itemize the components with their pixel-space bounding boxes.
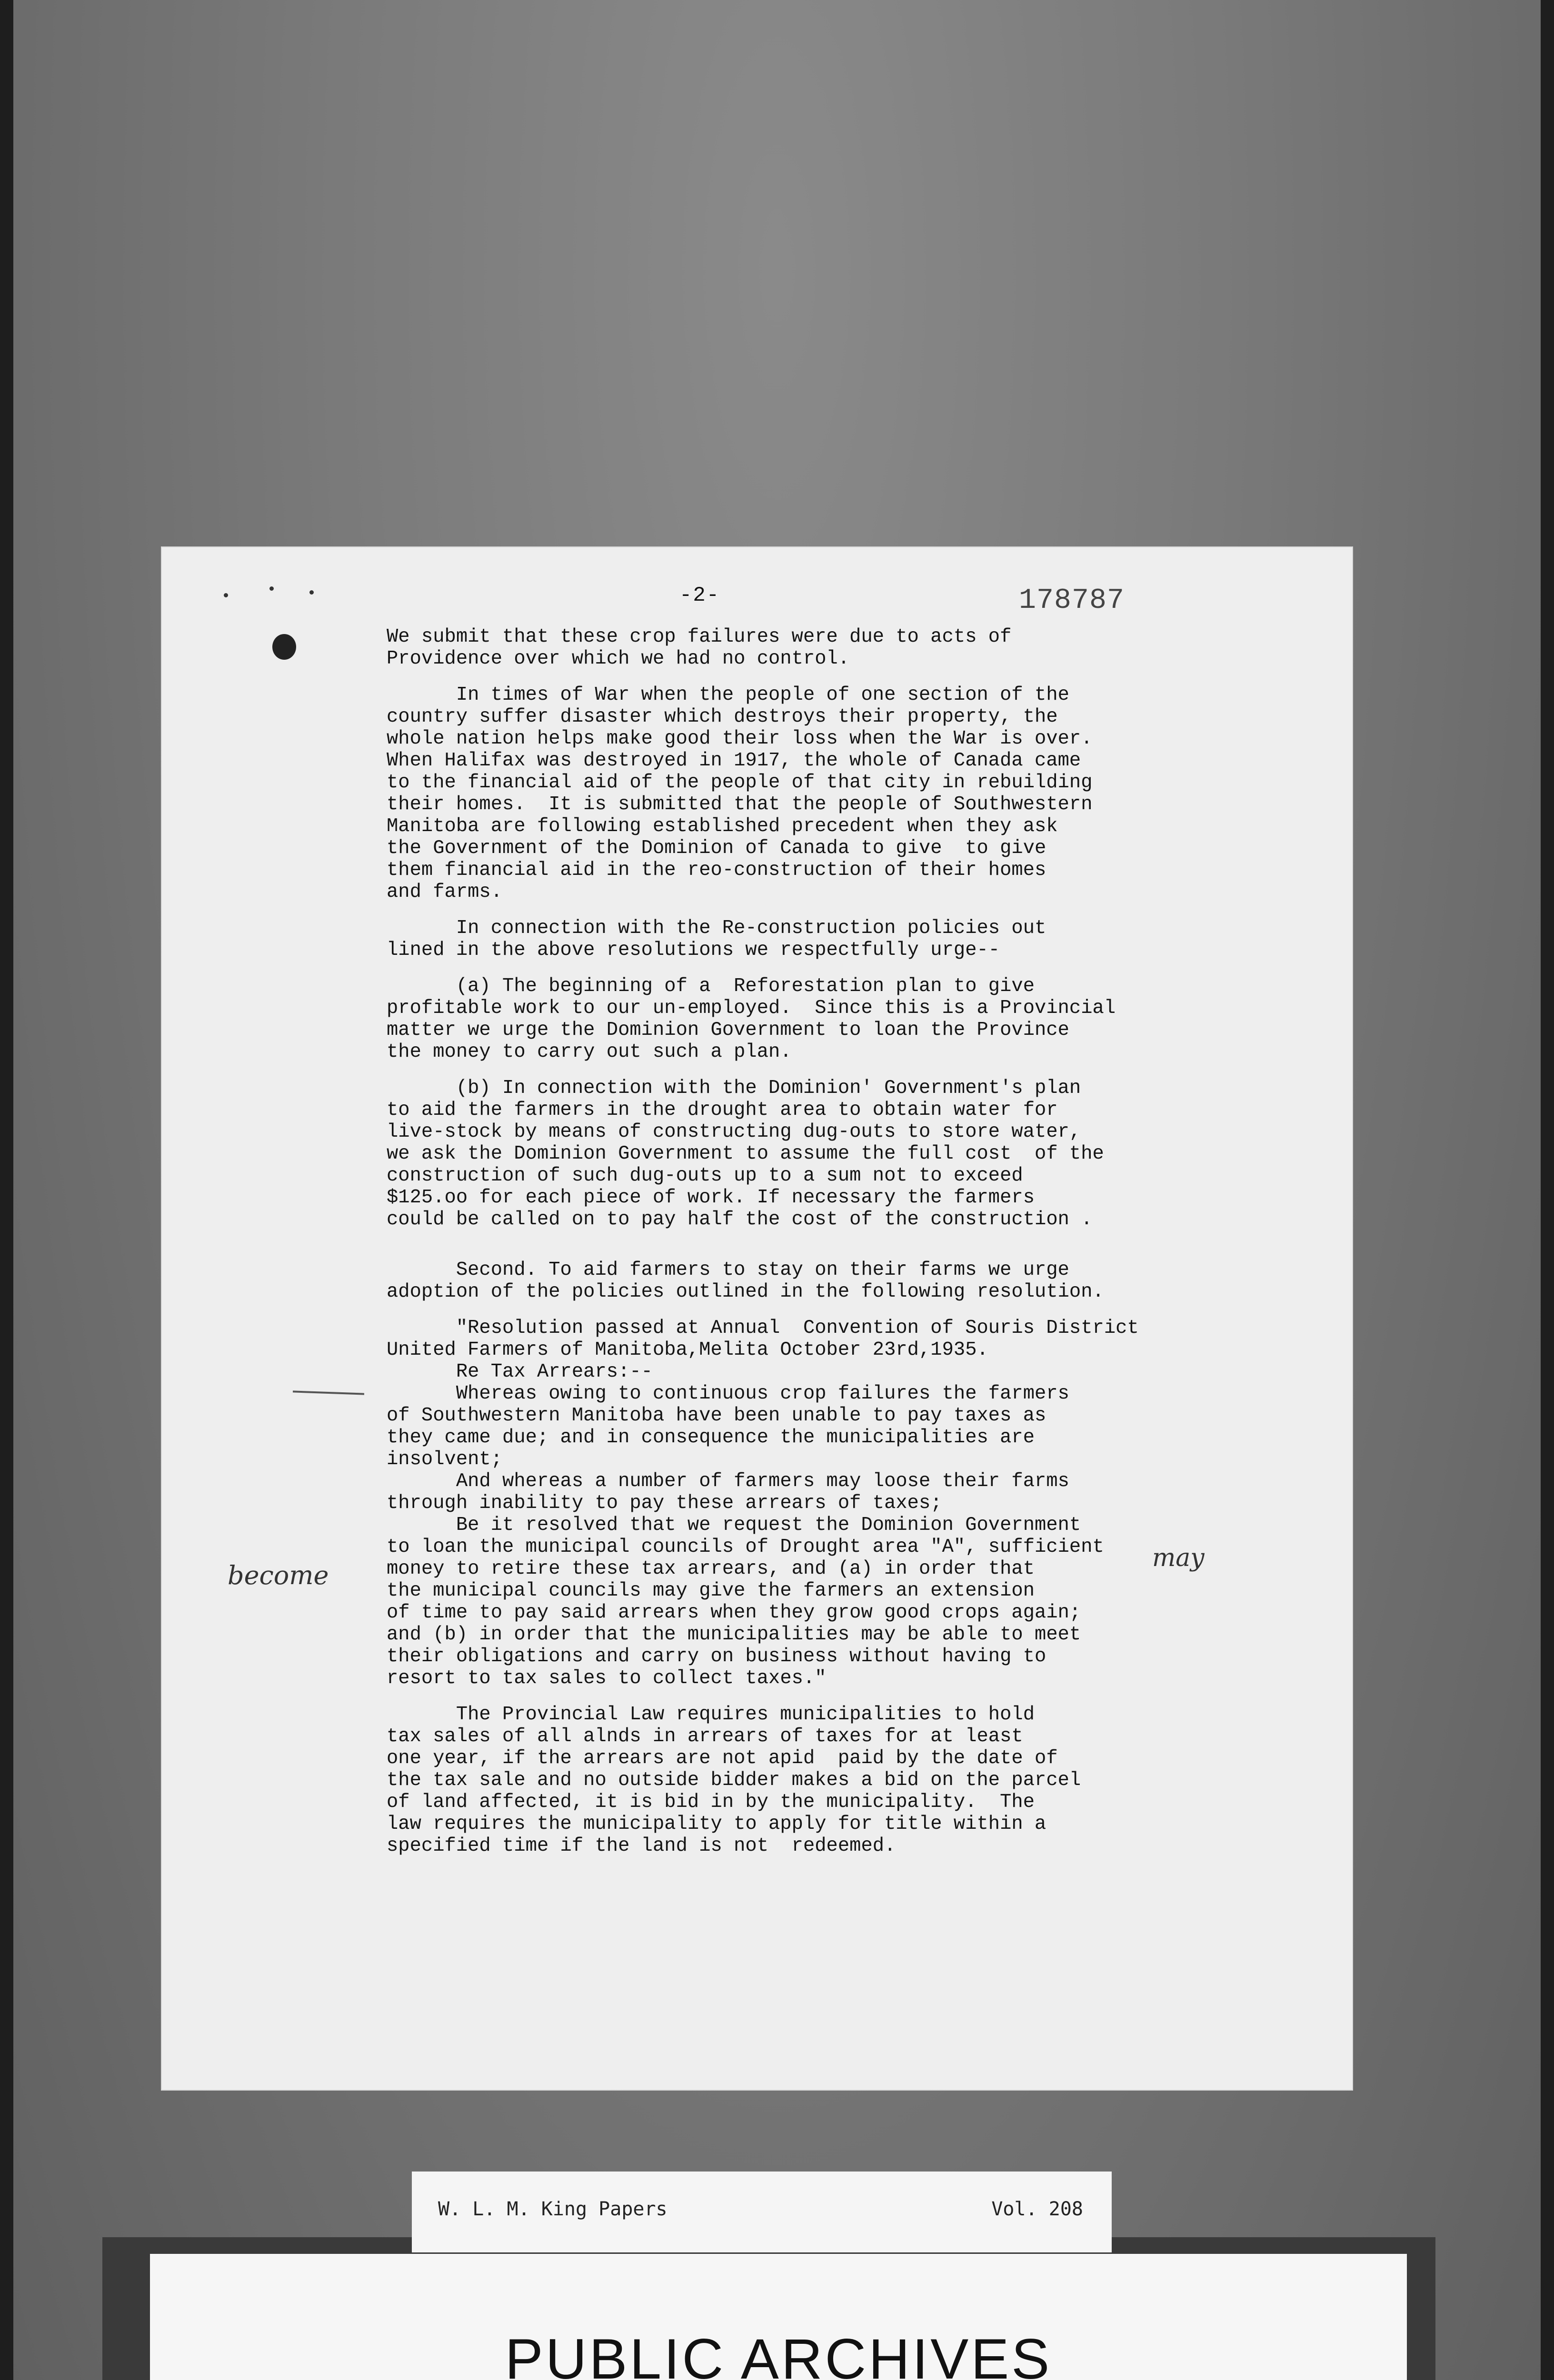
- text-line: they came due; and in consequence the municipalities are: [387, 1427, 1035, 1448]
- text-line: through inability to pay these arrears of taxes;: [387, 1492, 942, 1514]
- text-line: the tax sale and no outside bidder makes a bid on the parcel: [387, 1769, 1081, 1791]
- text-line: one year, if the arrears are not apid paid by the date of: [387, 1747, 1058, 1769]
- text-line: When Halifax was destroyed in 1917, the whole of Canada came: [387, 750, 1081, 772]
- text-line: Re Tax Arrears:--: [387, 1361, 653, 1383]
- text-line: matter we urge the Dominion Government to loan the Province: [387, 1019, 1069, 1041]
- text-line: adoption of the policies outlined in the following resolution.: [387, 1281, 1104, 1303]
- text-line: to aid the farmers in the drought area to obtain water for: [387, 1099, 1058, 1121]
- text-line: and (b) in order that the municipalities may be able to meet: [387, 1624, 1081, 1646]
- handwritten-margin-note: become: [228, 1560, 329, 1590]
- text-line: Providence over which we had no control.: [387, 648, 850, 670]
- page-number: -2-: [679, 584, 720, 607]
- text-line: law requires the municipality to apply for title within a: [387, 1813, 1046, 1835]
- text-line: resort to tax sales to collect taxes.": [387, 1667, 827, 1689]
- text-line: their obligations and carry on business without having to: [387, 1646, 1046, 1667]
- paragraph-gap: [387, 961, 1334, 975]
- text-line: we ask the Dominion Government to assume the full cost of the: [387, 1143, 1104, 1165]
- punch-hole: [272, 634, 296, 660]
- text-line: tax sales of all alnds in arrears of taxes for at least: [387, 1726, 1023, 1747]
- text-line: Manitoba are following established precedent when they ask: [387, 815, 1058, 837]
- text-line: In connection with the Re-construction policies out: [387, 917, 1046, 939]
- archive-title-en: PUBLIC ARCHIVES: [505, 2327, 1052, 2380]
- speck: [269, 586, 274, 591]
- text-line: United Farmers of Manitoba,Melita October 23rd,1935.: [387, 1339, 988, 1361]
- text-line: to loan the municipal councils of Drought area "A", sufficient: [387, 1536, 1104, 1558]
- text-line: Be it resolved that we request the Dominion Government: [387, 1514, 1081, 1536]
- text-line: Whereas owing to continuous crop failures the farmers: [387, 1383, 1069, 1405]
- speck: [224, 593, 228, 597]
- text-line: could be called on to pay half the cost of the construction .: [387, 1209, 1093, 1230]
- text-line: of time to pay said arrears when they grow good crops again;: [387, 1602, 1081, 1624]
- text-line: of land affected, it is bid in by the municipality. The: [387, 1791, 1035, 1813]
- text-line: The Provincial Law requires municipalities to hold: [387, 1704, 1035, 1726]
- text-line: (b) In connection with the Dominion' Government's plan: [387, 1077, 1081, 1099]
- letter-body: [387, 626, 1334, 1857]
- text-line: "Resolution passed at Annual Convention of Souris District: [387, 1317, 1139, 1339]
- text-line: them financial aid in the reo-construction of their homes: [387, 859, 1046, 881]
- archive-card: [150, 2254, 1407, 2380]
- margin-pencil-mark: [293, 1390, 364, 1395]
- text-line: the Government of the Dominion of Canada to give to give: [387, 837, 1046, 859]
- text-line: specified time if the land is not redeemed.: [387, 1835, 896, 1857]
- text-line: profitable work to our un-employed. Since this is a Provincial: [387, 997, 1116, 1019]
- text-line: live-stock by means of constructing dug-outs to store water,: [387, 1121, 1081, 1143]
- paragraph-gap: [387, 670, 1334, 684]
- typed-letter-page: [162, 547, 1352, 2090]
- film-edge-right: [1541, 0, 1554, 2380]
- text-line: their homes. It is submitted that the people of Southwestern: [387, 793, 1093, 815]
- paragraph-gap: [387, 1689, 1334, 1704]
- text-line: insolvent;: [387, 1448, 503, 1470]
- text-line: money to retire these tax arrears, and (a) in order that: [387, 1558, 1035, 1580]
- text-line: country suffer disaster which destroys their property, the: [387, 706, 1058, 728]
- text-line: the money to carry out such a plan.: [387, 1041, 792, 1063]
- paragraph-gap: [387, 1303, 1334, 1317]
- text-line: $125.oo for each piece of work. If necessary the farmers: [387, 1187, 1035, 1209]
- text-line: Second. To aid farmers to stay on their farms we urge: [387, 1259, 1069, 1281]
- volume-number: Vol. 208: [991, 2198, 1083, 2220]
- text-line: In times of War when the people of one section of the: [387, 684, 1069, 706]
- text-line: the municipal councils may give the farmers an extension: [387, 1580, 1035, 1602]
- text-line: And whereas a number of farmers may loose their farms: [387, 1470, 1069, 1492]
- paragraph-gap: [387, 903, 1334, 917]
- collection-label: [412, 2172, 1112, 2252]
- document-stamp-number: 178787: [1019, 585, 1125, 617]
- collection-name: W. L. M. King Papers: [438, 2198, 667, 2220]
- text-line: construction of such dug-outs up to a sum not to exceed: [387, 1165, 1023, 1187]
- text-line: of Southwestern Manitoba have been unable to pay taxes as: [387, 1405, 1046, 1427]
- film-edge-left: [0, 0, 13, 2380]
- paragraph-gap: [387, 1230, 1334, 1245]
- text-line: (a) The beginning of a Reforestation plan to give: [387, 975, 1035, 997]
- paragraph-gap: [387, 1245, 1334, 1259]
- text-line: to the financial aid of the people of that city in rebuilding: [387, 772, 1093, 793]
- text-line: We submit that these crop failures were due to acts of: [387, 626, 1012, 648]
- text-line: lined in the above resolutions we respectfully urge--: [387, 939, 1000, 961]
- text-line: whole nation helps make good their loss when the War is over.: [387, 728, 1093, 750]
- paragraph-gap: [387, 1063, 1334, 1077]
- handwritten-correction: may: [1152, 1544, 1205, 1572]
- speck: [309, 590, 314, 595]
- text-line: and farms.: [387, 881, 503, 903]
